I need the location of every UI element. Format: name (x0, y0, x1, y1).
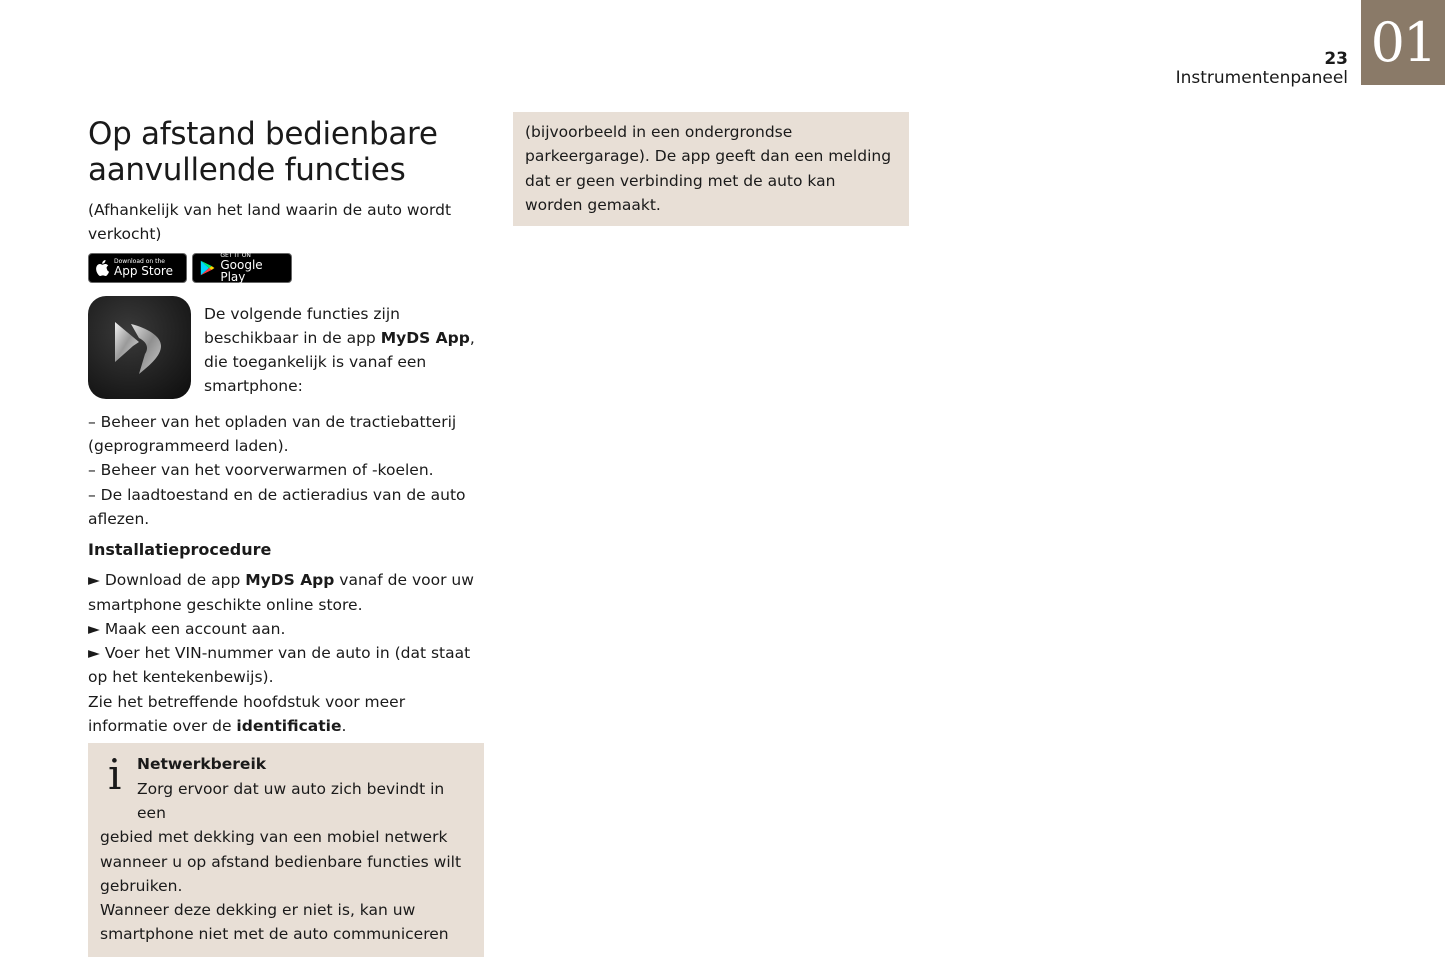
step-1-end: vanaf de voor uw smartphone geschikte online store. (88, 571, 474, 614)
feature-list (88, 410, 484, 531)
page-number: 23 (1324, 49, 1348, 69)
info-text: gebied met dekking van een mobiel netwerk wanneer u op afstand bedienbare functies wilt gebruiken. (100, 828, 462, 895)
section-name: Instrumentenpaneel (1175, 68, 1348, 88)
apple-icon (95, 260, 109, 276)
intro-text-end: , die toegankelijk is vanaf een smartphone: (204, 328, 475, 396)
note-end: . (341, 717, 347, 736)
continuation-text: (bijvoorbeeld in een ondergrondse parkeergarage). De app geeft dan een melding dat er geen verbinding met de auto kan worden gemaakt. (525, 123, 892, 214)
info-box-continuation (513, 112, 909, 226)
list-item: – De laadtoestand en de actieradius van de auto aflezen. (88, 485, 466, 528)
install-step-2: ► Maak een account aan. (88, 619, 286, 638)
store-badges (88, 253, 484, 283)
google-play-icon (199, 259, 215, 277)
ds-logo-icon (109, 316, 171, 378)
info-text-2: Wanneer deze dekking er niet is, kan uw smartphone niet met de auto communiceren (100, 901, 449, 944)
info-first-line: Zorg ervoor dat uw auto zich bevindt in een (137, 779, 445, 822)
info-box (88, 743, 484, 956)
step-1-app-name: MyDS App (245, 571, 335, 590)
install-heading: Installatieprocedure (88, 540, 272, 560)
app-store-badge[interactable] (88, 253, 187, 283)
left-column (88, 116, 484, 957)
title-line-1: Op afstand bedienbare (88, 116, 438, 152)
app-name: MyDS App (380, 328, 470, 347)
google-play-label: Google Play (220, 257, 263, 284)
google-play-small-label: GET IT ON (220, 251, 251, 259)
install-step-1 (88, 568, 484, 617)
list-item: – Beheer van het opladen van de tractiebatterij (geprogrammeerd laden). (88, 412, 457, 456)
app-intro (88, 296, 484, 399)
app-intro-text (204, 302, 484, 399)
title-line-2: aanvullende functies (88, 152, 406, 188)
myds-app-icon (88, 296, 191, 399)
info-icon: i (108, 750, 122, 800)
app-store-label: App Store (114, 263, 173, 278)
intro-text-start: De volgende functies zijn beschikbaar in de app (204, 304, 400, 347)
note-bold: identificatie (236, 717, 342, 736)
right-column (513, 112, 909, 226)
page-title (88, 116, 484, 188)
info-title: Netwerkbereik (137, 755, 267, 774)
install-note (88, 690, 484, 739)
note-start: Zie het betreffende hoofdstuk voor meer informatie over de (88, 692, 406, 736)
list-item: – Beheer van het voorverwarmen of -koelen. (88, 461, 434, 480)
subtitle: (Afhankelijk van het land waarin de auto wordt verkocht) (88, 201, 452, 244)
app-store-small-label: Download on the (114, 257, 165, 265)
step-1-start: ► Download de app (88, 571, 246, 590)
install-step-3: ► Voer het VIN-nummer van de auto in (dat staat op het kentekenbewijs). (88, 644, 471, 687)
google-play-badge[interactable] (192, 253, 292, 283)
chapter-tab: 01 (1361, 0, 1445, 85)
